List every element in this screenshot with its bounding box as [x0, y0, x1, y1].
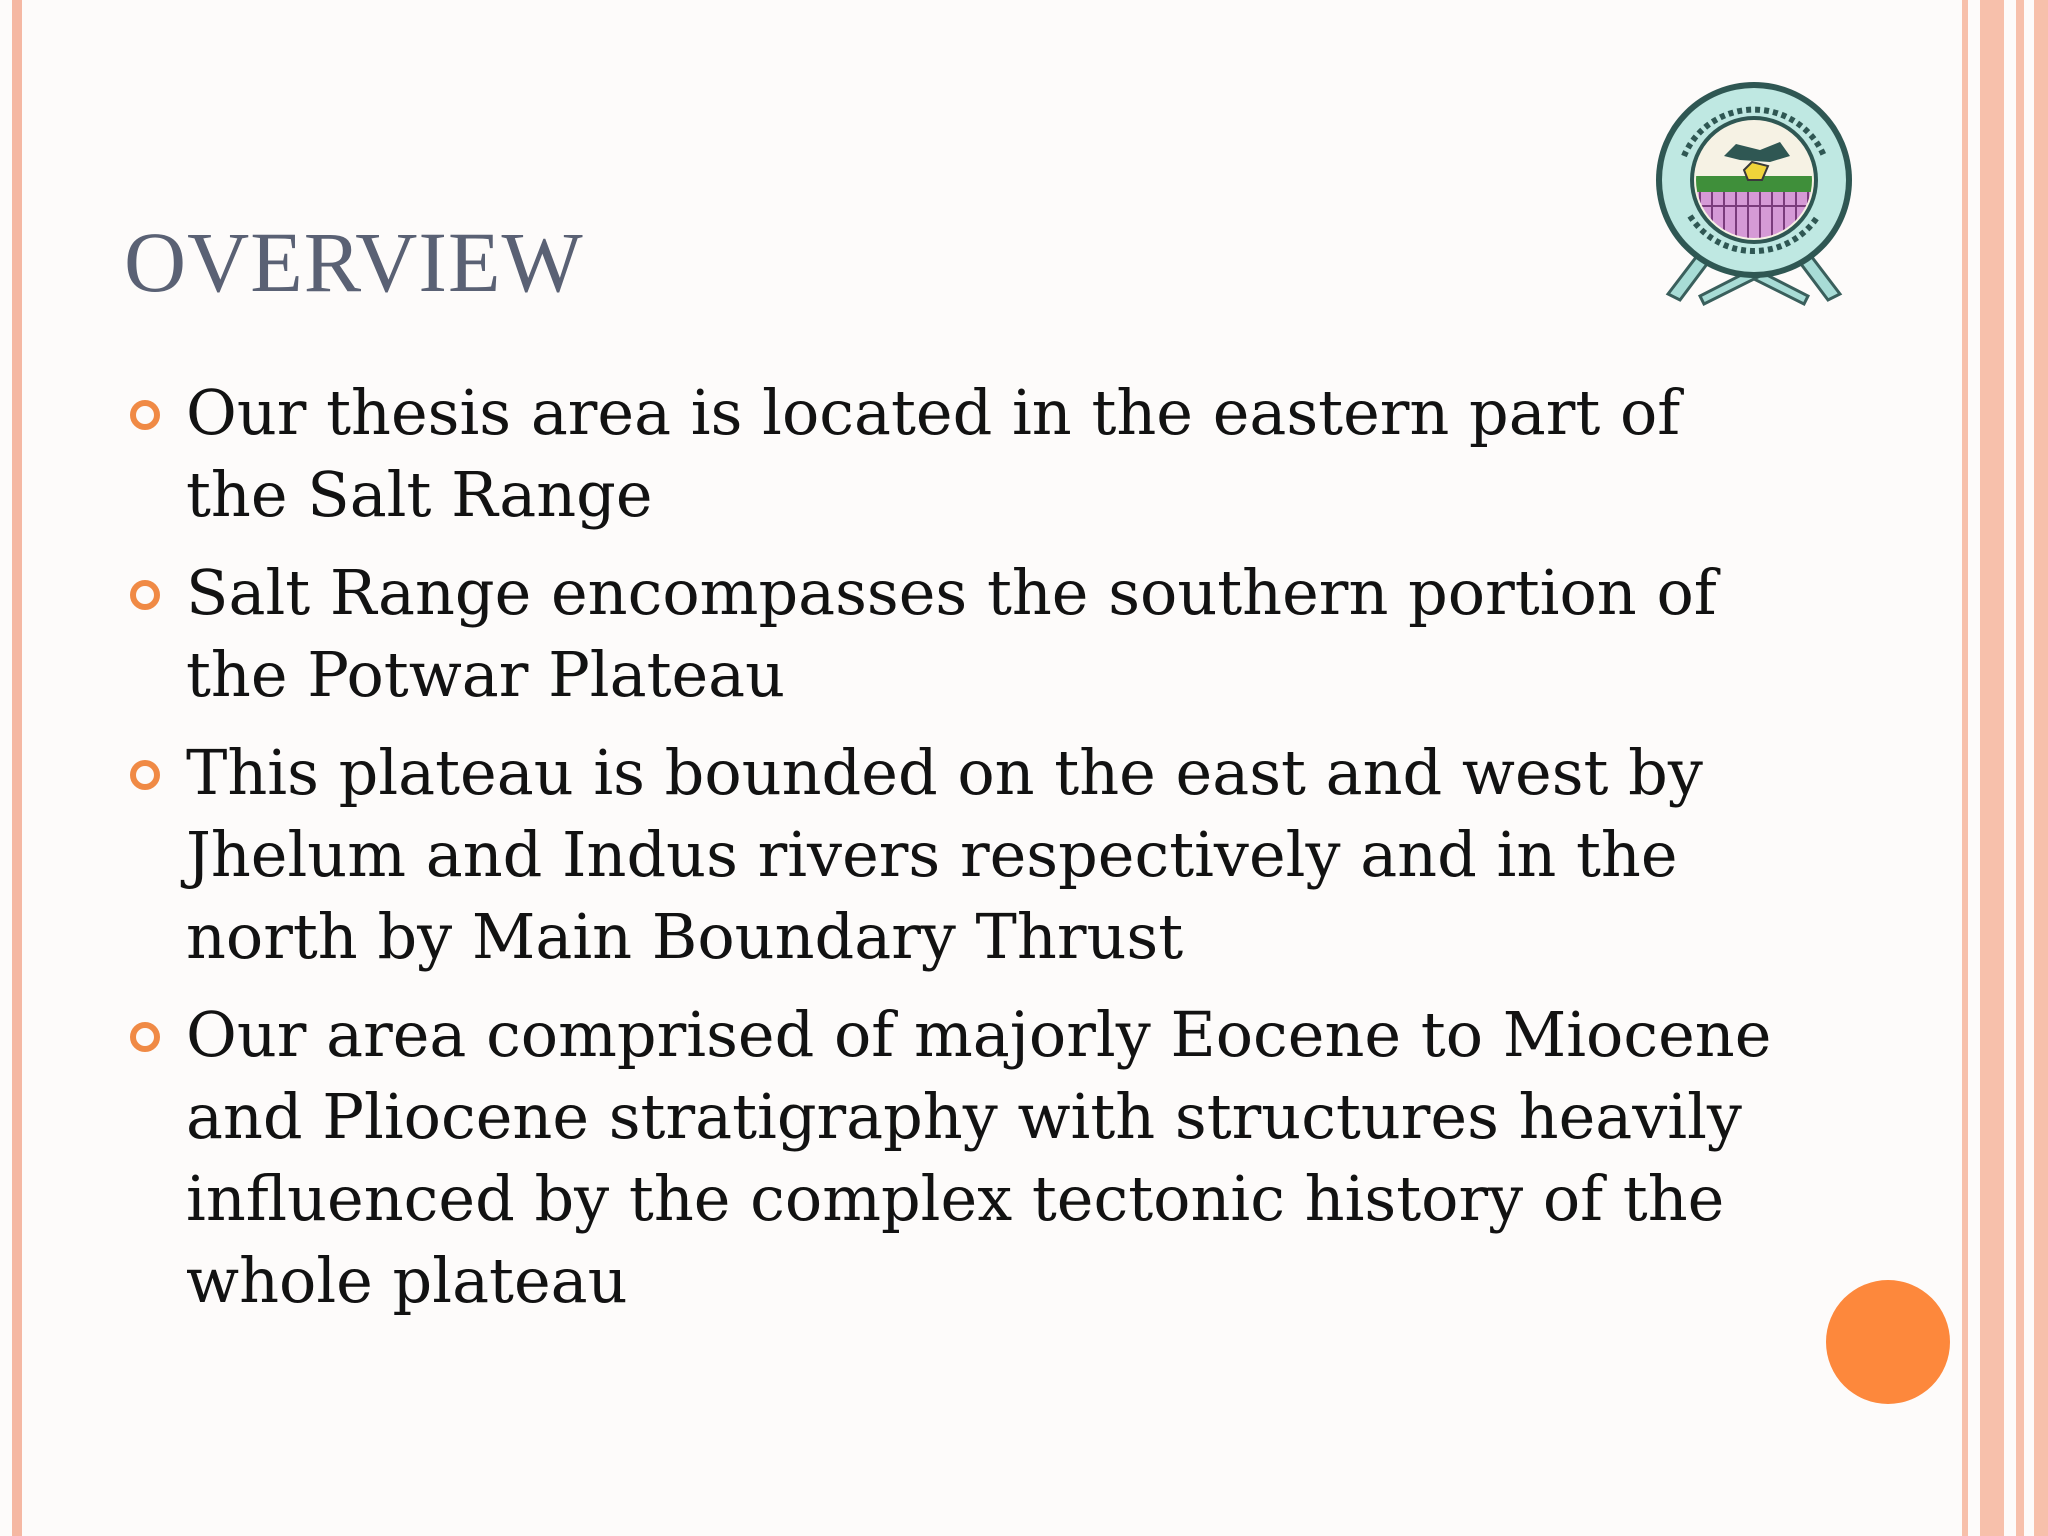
hollow-circle-icon — [130, 1022, 160, 1052]
hollow-circle-icon — [130, 400, 160, 430]
bullet-text: Our area comprised of majorly Eocene to Miocene and Pliocene stratigraphy with structures heavily influenced by the complex tectonic history of the whole plateau — [186, 998, 1772, 1317]
seal-graphic — [1640, 56, 1868, 322]
bullet-list — [126, 372, 1786, 1338]
orange-circle-decoration — [1826, 1280, 1950, 1404]
seal-bottom-text — [1868, 56, 1869, 57]
right-border-line — [2016, 0, 2024, 1536]
bullet-item — [126, 732, 1786, 978]
university-seal-icon — [1640, 56, 1868, 322]
left-border-line — [12, 0, 22, 1536]
right-border-line — [1962, 0, 1968, 1536]
right-border-line — [1980, 0, 2004, 1536]
bullet-item — [126, 372, 1786, 536]
seal-year-right — [1868, 56, 1869, 57]
bullet-item — [126, 552, 1786, 716]
hollow-circle-icon — [130, 760, 160, 790]
bullet-text: Salt Range encompasses the southern portion of the Potwar Plateau — [186, 556, 1717, 711]
bullet-text: This plateau is bounded on the east and west by Jhelum and Indus rivers respectively and in the north by Main Boundary Thrust — [186, 736, 1703, 973]
right-border-line — [2034, 0, 2048, 1536]
bullet-item — [126, 994, 1786, 1322]
bullet-text: Our thesis area is located in the eastern part of the Salt Range — [186, 376, 1681, 531]
seal-year-left — [1868, 56, 1869, 57]
right-border-band — [1960, 0, 2048, 1536]
slide-title: OVERVIEW — [124, 214, 584, 310]
hollow-circle-icon — [130, 580, 160, 610]
seal-top-text — [1868, 56, 1869, 57]
